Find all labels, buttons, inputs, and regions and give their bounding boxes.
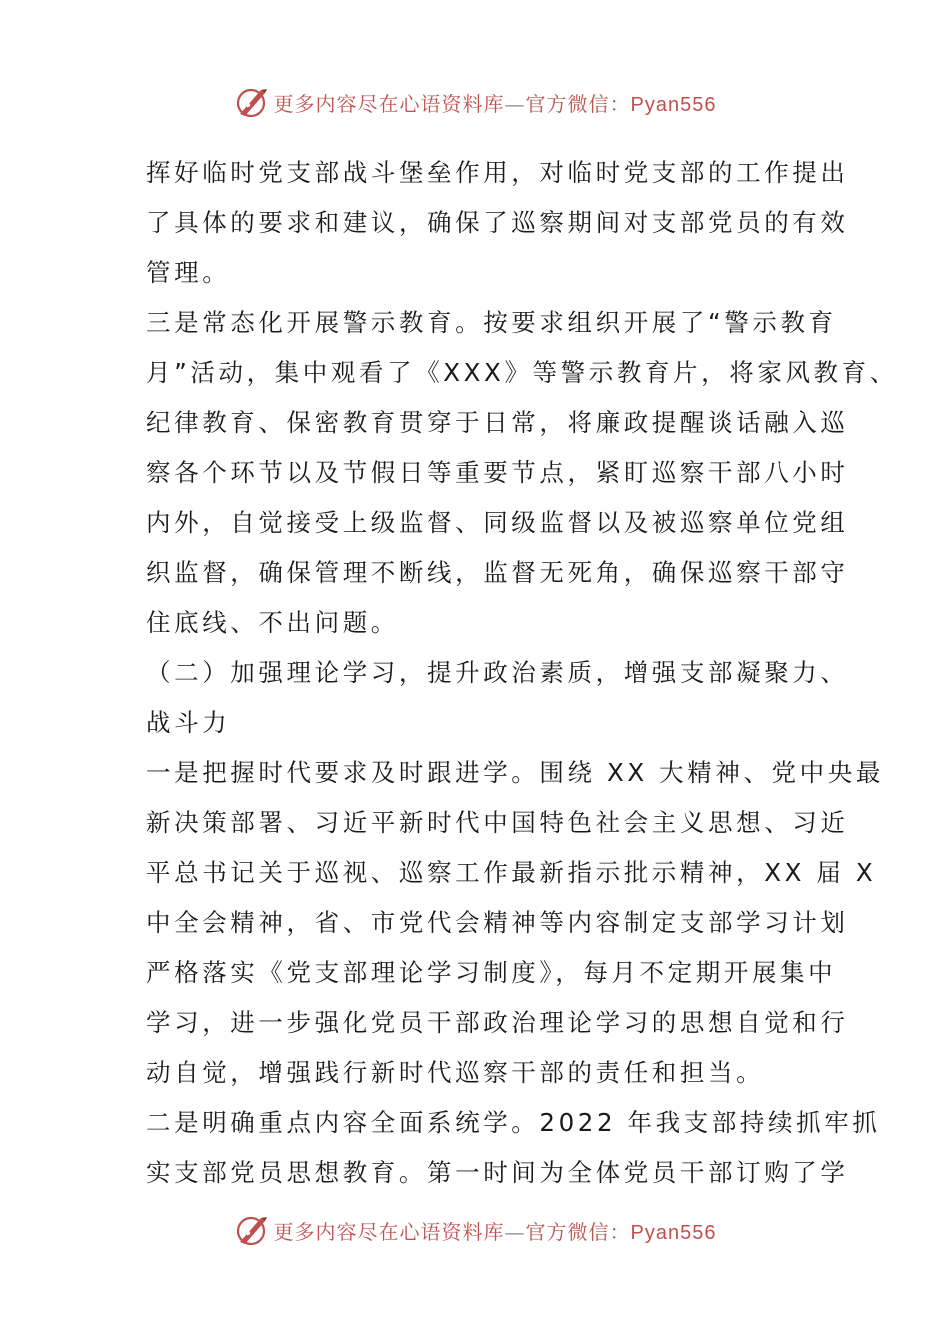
text-line: 管理。 — [146, 258, 231, 287]
header-watermark — [0, 82, 950, 122]
text-line: 内外，自觉接受上级监督、同级监督以及被巡察单位党组 — [146, 508, 849, 537]
text-line: 学习，进一步强化党员干部政治理论学习的思想自觉和行 — [146, 1008, 849, 1037]
text-line: 察各个环节以及节假日等重要节点，紧盯巡察干部八小时 — [146, 458, 849, 487]
text-line: 中全会精神，省、市党代会精神等内容制定支部学习计划 — [146, 908, 849, 937]
text-line: 严格落实《党支部理论学习制度》，每月不定期开展集中 — [146, 958, 837, 987]
text-line: 平总书记关于巡视、巡察工作最新指示批示精神，XX 届 X — [146, 858, 877, 887]
text-line: 了具体的要求和建议，确保了巡察期间对支部党员的有效 — [146, 208, 849, 237]
watermark-text: 更多内容尽在心语资料库—官方微信：Pyan556 — [273, 1219, 717, 1244]
text-line: 三是常态化开展警示教育。按要求组织开展了“警示教育 — [146, 308, 837, 337]
pen-logo-icon — [234, 1212, 270, 1248]
pen-logo-icon — [234, 84, 270, 120]
watermark-text: 更多内容尽在心语资料库—官方微信：Pyan556 — [273, 91, 717, 116]
text-line: 住底线、不出问题。 — [146, 608, 399, 637]
text-line: 一是把握时代要求及时跟进学。围绕 XX 大精神、党中央最 — [146, 758, 884, 787]
section-heading: 战斗力 — [146, 708, 231, 737]
footer-watermark — [0, 1210, 950, 1250]
text-line: 织监督，确保管理不断线，监督无死角，确保巡察干部守 — [146, 558, 849, 587]
section-heading: （二）加强理论学习，提升政治素质，增强支部凝聚力、 — [146, 658, 849, 687]
text-line: 新决策部署、习近平新时代中国特色社会主义思想、习近 — [146, 808, 849, 837]
text-line: 实支部党员思想教育。第一时间为全体党员干部订购了学 — [146, 1158, 849, 1187]
text-line: 挥好临时党支部战斗堡垒作用，对临时党支部的工作提出 — [146, 158, 849, 187]
text-line: 纪律教育、保密教育贯穿于日常，将廉政提醒谈话融入巡 — [146, 408, 849, 437]
text-line: 动自觉，增强践行新时代巡察干部的责任和担当。 — [146, 1058, 765, 1087]
document-body — [146, 148, 898, 1198]
text-line: 二是明确重点内容全面系统学。2022 年我支部持续抓牢抓 — [146, 1108, 881, 1137]
text-line: 月”活动，集中观看了《XXX》等警示教育片，将家风教育、 — [146, 358, 898, 387]
